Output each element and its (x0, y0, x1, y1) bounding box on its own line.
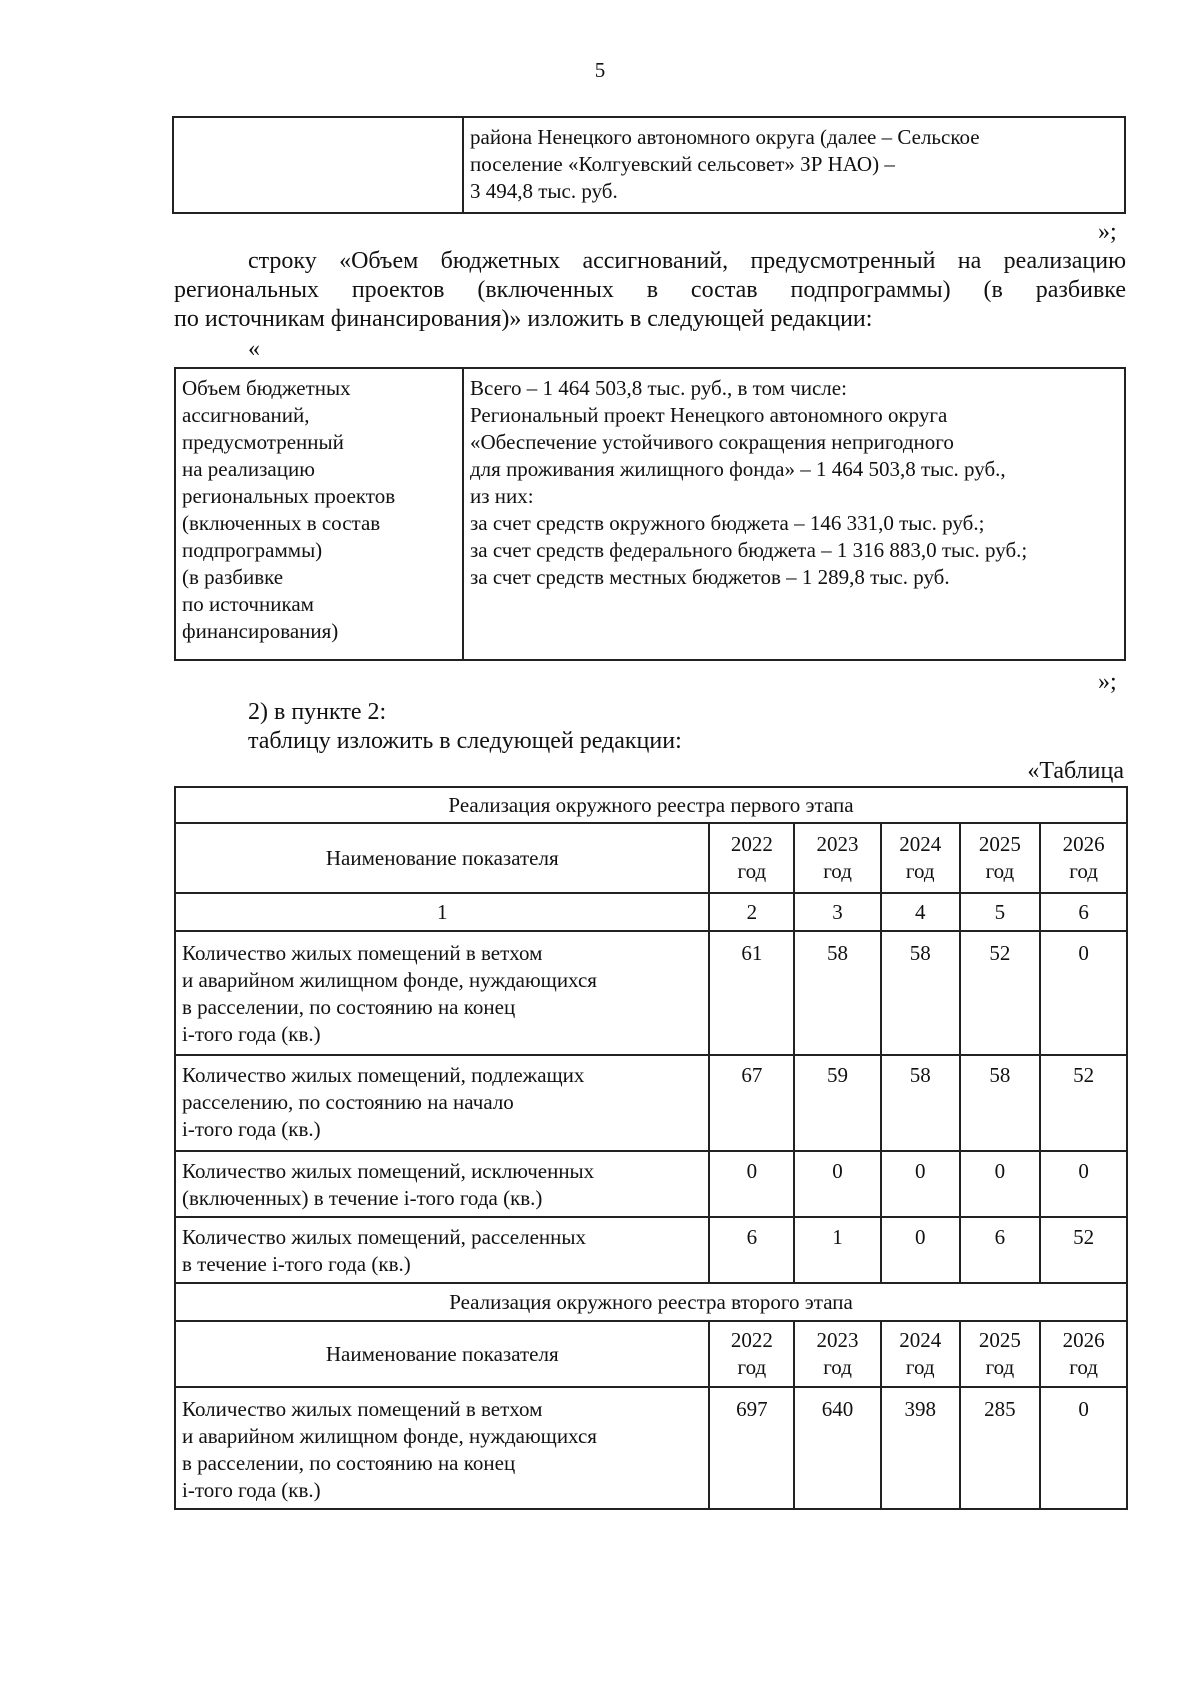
indicator-value: 58 (960, 1055, 1041, 1151)
year: 2025 (978, 1328, 1021, 1352)
page-number: 5 (594, 58, 606, 82)
opening-quote: « (248, 336, 260, 362)
indicator-line: в течение i-того года (кв.) (182, 1252, 411, 1276)
year: 2022 (730, 832, 773, 856)
table-row (175, 931, 1127, 1055)
budget-value-line: Всего – 1 464 503,8 тыс. руб., в том числе: (470, 376, 847, 400)
budget-label-line: подпрограммы) (182, 538, 323, 562)
year: 2022 (730, 1328, 773, 1352)
indicator-value: 640 (794, 1387, 881, 1509)
paragraph-line: по источникам финансирования)» изложить в следующей редакции: (174, 306, 873, 332)
indicator-line: в расселении, по состоянию на конец (182, 1451, 516, 1475)
indicator-line: в расселении, по состоянию на конец (182, 995, 516, 1019)
top-line: поселение «Колгуевский сельсовет» ЗР НАО) – (470, 152, 895, 176)
table-intro: таблицу изложить в следующей редакции: (248, 728, 682, 754)
year-header (709, 823, 794, 893)
budget-label-line: на реализацию (182, 457, 315, 481)
indicator-line: и аварийном жилищном фонде, нуждающихся (182, 1424, 597, 1448)
top-table-left-cell (173, 117, 463, 213)
column-number: 2 (709, 893, 794, 931)
year-unit: год (823, 859, 852, 883)
budget-table (174, 367, 1126, 661)
budget-value-line: из них: (470, 484, 534, 508)
indicator-value: 697 (709, 1387, 794, 1509)
budget-label-line: финансирования) (182, 619, 339, 643)
table-row (175, 1151, 1127, 1217)
top-table-right-cell (463, 117, 1125, 213)
top-line: района Ненецкого автономного округа (далее – Сельское (470, 125, 980, 149)
indicator-value: 0 (881, 1217, 960, 1283)
budget-label-line: (включенных в состав (182, 511, 381, 535)
year-unit: год (905, 1355, 935, 1379)
column-number: 5 (960, 893, 1041, 931)
budget-value-cell (463, 368, 1125, 660)
budget-value-line: за счет средств окружного бюджета – 146 331,0 тыс. руб.; (470, 511, 985, 535)
budget-label-line: по источникам (182, 592, 314, 616)
column-number: 6 (1040, 893, 1127, 931)
budget-value-line: за счет средств местных бюджетов – 1 289,8 тыс. руб. (470, 565, 950, 589)
indicator-value: 0 (1040, 1387, 1127, 1509)
year-unit: год (985, 859, 1015, 883)
budget-label-line: (в разбивке (182, 565, 284, 589)
year-header (794, 1321, 881, 1387)
indicator-line: Количество жилых помещений в ветхом (182, 941, 543, 965)
budget-label-line: предусмотренный (182, 430, 344, 454)
indicator-value: 6 (709, 1217, 794, 1283)
table-row (175, 1387, 1127, 1509)
year-header (881, 1321, 960, 1387)
indicator-value: 6 (960, 1217, 1041, 1283)
budget-label-line: Объем бюджетных (182, 376, 351, 400)
closing-quote: »; (1098, 219, 1117, 245)
paragraph-line: строку «Объем бюджетных ассигнований, предусмотренный на реализацию (248, 248, 1126, 274)
indicator-value: 0 (960, 1151, 1041, 1217)
top-continuation-table (172, 116, 1126, 214)
indicator-value: 58 (794, 931, 881, 1055)
indicators-table (174, 786, 1128, 1510)
indicator-value: 1 (794, 1217, 881, 1283)
indicator-line: Количество жилых помещений, подлежащих (182, 1063, 585, 1087)
indicator-name (175, 1217, 709, 1283)
year-unit: год (985, 1355, 1015, 1379)
indicator-line: (включенных) в течение i-того года (кв.) (182, 1186, 543, 1210)
indicator-line: и аварийном жилищном фонде, нуждающихся (182, 968, 597, 992)
year: 2025 (978, 832, 1021, 856)
indicator-name (175, 931, 709, 1055)
year: 2023 (816, 1328, 859, 1352)
indicator-name (175, 1387, 709, 1509)
year-unit: год (737, 859, 767, 883)
indicator-value: 52 (1040, 1055, 1127, 1151)
name-header: Наименование показателя (175, 823, 709, 893)
year-unit: год (1069, 859, 1098, 883)
year-header (960, 1321, 1041, 1387)
stage1-title: Реализация окружного реестра первого этапа (175, 787, 1127, 823)
indicator-line: i-того года (кв.) (182, 1478, 321, 1502)
indicator-line: i-того года (кв.) (182, 1022, 321, 1046)
indicator-value: 0 (881, 1151, 960, 1217)
indicator-name (175, 1055, 709, 1151)
budget-value-line: для проживания жилищного фонда» – 1 464 503,8 тыс. руб., (470, 457, 1006, 481)
table-row (175, 1217, 1127, 1283)
year-header (881, 823, 960, 893)
top-line: 3 494,8 тыс. руб. (470, 179, 618, 203)
budget-value-line: за счет средств федерального бюджета – 1 316 883,0 тыс. руб.; (470, 538, 1028, 562)
name-header: Наименование показателя (175, 1321, 709, 1387)
indicator-value: 0 (709, 1151, 794, 1217)
indicator-line: i-того года (кв.) (182, 1117, 321, 1141)
indicator-value: 0 (1040, 1151, 1127, 1217)
indicator-value: 61 (709, 931, 794, 1055)
year: 2026 (1062, 832, 1105, 856)
year: 2023 (816, 832, 859, 856)
indicator-value: 0 (794, 1151, 881, 1217)
indicator-line: Количество жилых помещений, расселенных (182, 1225, 586, 1249)
year-header (794, 823, 881, 893)
indicator-value: 0 (1040, 931, 1127, 1055)
point-2-heading: 2) в пункте 2: (248, 699, 387, 725)
indicator-value: 285 (960, 1387, 1041, 1509)
year-header (1040, 823, 1127, 893)
year-header (709, 1321, 794, 1387)
indicator-line: расселению, по состоянию на начало (182, 1090, 514, 1114)
indicator-line: Количество жилых помещений в ветхом (182, 1397, 543, 1421)
year-header (1040, 1321, 1127, 1387)
indicator-value: 52 (960, 931, 1041, 1055)
paragraph-line: региональных проектов (включенных в состав подпрограммы) (в разбивке (174, 277, 1126, 303)
indicator-value: 58 (881, 931, 960, 1055)
closing-quote: »; (1098, 669, 1117, 695)
budget-value-line: Региональный проект Ненецкого автономного округа (470, 403, 948, 427)
indicator-line: Количество жилых помещений, исключенных (182, 1159, 595, 1183)
budget-value-line: «Обеспечение устойчивого сокращения непригодного (470, 430, 954, 454)
budget-label-line: региональных проектов (182, 484, 396, 508)
year-unit: год (1069, 1355, 1098, 1379)
year-unit: год (823, 1355, 852, 1379)
year: 2026 (1062, 1328, 1105, 1352)
indicator-name (175, 1151, 709, 1217)
column-number: 3 (794, 893, 881, 931)
column-number: 1 (175, 893, 709, 931)
year: 2024 (899, 1328, 942, 1352)
indicator-value: 52 (1040, 1217, 1127, 1283)
stage2-title: Реализация окружного реестра второго этапа (175, 1283, 1127, 1321)
indicator-value: 58 (881, 1055, 960, 1151)
indicator-value: 398 (881, 1387, 960, 1509)
year-header (960, 823, 1041, 893)
indicator-value: 67 (709, 1055, 794, 1151)
table-row (175, 1055, 1127, 1151)
budget-label-cell (175, 368, 463, 660)
column-number: 4 (881, 893, 960, 931)
budget-label-line: ассигнований, (182, 403, 310, 427)
table-label: «Таблица (1027, 758, 1124, 784)
year-unit: год (737, 1355, 767, 1379)
year: 2024 (899, 832, 942, 856)
indicator-value: 59 (794, 1055, 881, 1151)
year-unit: год (905, 859, 935, 883)
